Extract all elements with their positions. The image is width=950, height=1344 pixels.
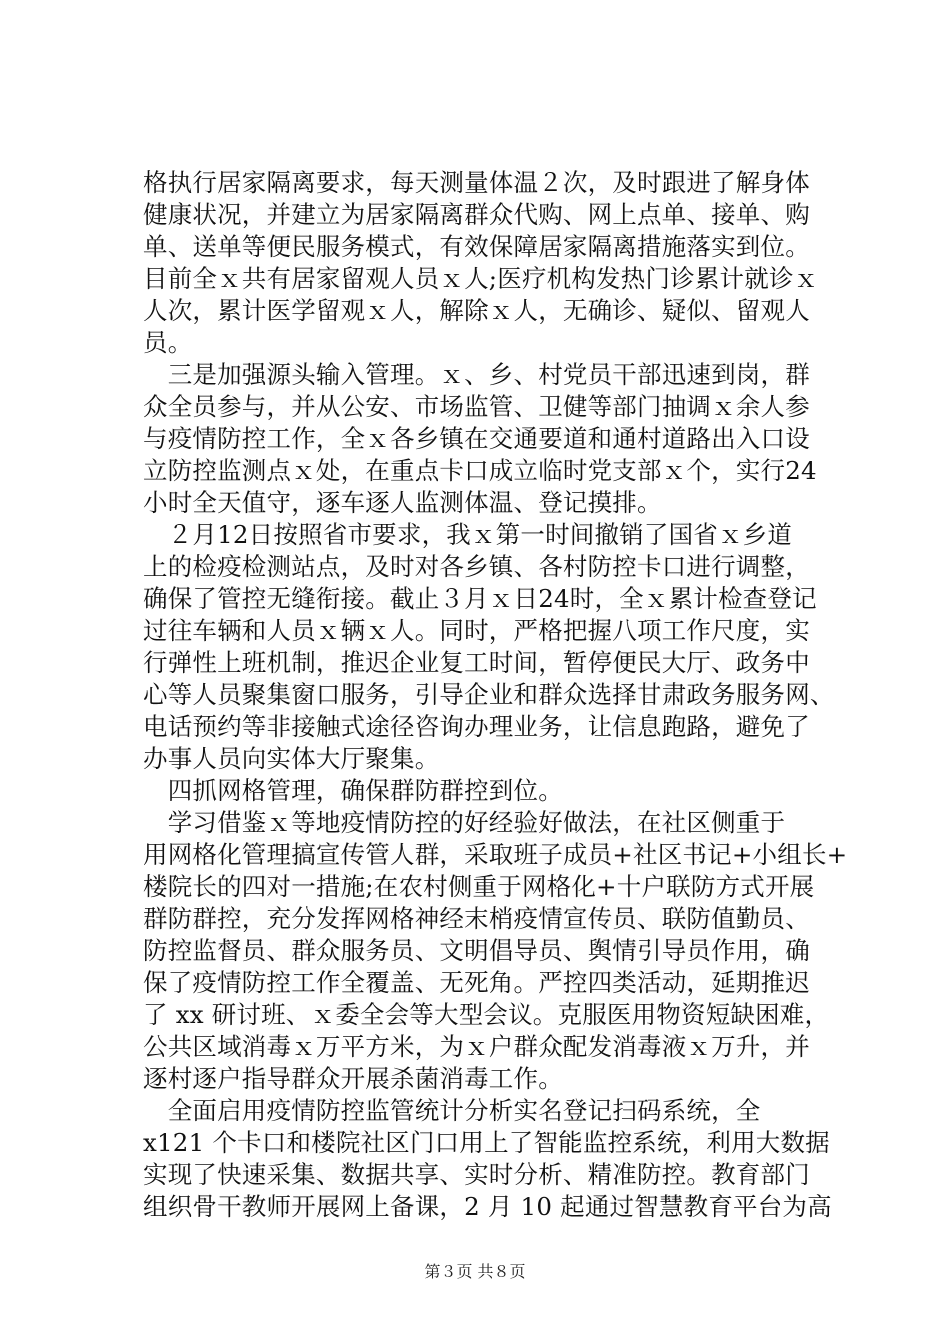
text-line: x121 个卡口和楼院社区门口用上了智能监控系统，利用大数据 [143, 1128, 830, 1157]
text-line: 防控监督员、群众服务员、文明倡导员、舆情引导员作用，确 [143, 936, 810, 965]
text-line: 行弹性上班机制，推迟企业复工时间，暂停便民大厅、政务中 [143, 648, 810, 677]
text-line: 用网格化管理搞宣传管人群，采取班子成员+社区书记+小组长+ [143, 840, 848, 869]
text-line: 实现了快速采集、数据共享、实时分析、精准防控。教育部门 [143, 1160, 810, 1189]
text-line: 心等人员聚集窗口服务，引导企业和群众选择甘肃政务服务网、 [143, 680, 835, 709]
text-line: 过往车辆和人员ｘ辆ｘ人。同时，严格把握八项工作尺度，实 [143, 616, 810, 645]
text-line: 格执行居家隔离要求，每天测量体温２次，及时跟进了解身体 [143, 168, 810, 197]
text-line: 楼院长的四对一措施;在农村侧重于网格化+十户联防方式开展 [143, 872, 815, 901]
text-line: 学习借鉴ｘ等地疫情防控的好经验好做法，在社区侧重于 [143, 808, 786, 837]
text-line: 群防群控，充分发挥网格神经末梢疫情宣传员、联防值勤员、 [143, 904, 810, 933]
text-line: 了 xx 研讨班、ｘ委全会等大型会议。克服医用物资短缺困难， [143, 1000, 830, 1029]
text-line: 组织骨干教师开展网上备课，2 月 10 起通过智慧教育平台为高 [143, 1192, 832, 1221]
text-line: 健康状况，并建立为居家隔离群众代购、网上点单、接单、购 [143, 200, 810, 229]
text-line: 公共区域消毒ｘ万平方米，为ｘ户群众配发消毒液ｘ万升，并 [143, 1032, 810, 1061]
text-line: 小时全天值守，逐车逐人监测体温、登记摸排。 [143, 488, 662, 517]
page-footer: 第３页 共８页 [424, 1262, 526, 1281]
text-line: 上的检疫检测站点，及时对各乡镇、各村防控卡口进行调整， [143, 552, 810, 581]
text-line: 确保了管控无缝衔接。截止３月ｘ日24时，全ｘ累计检查登记 [143, 584, 817, 613]
text-line: 办事人员向实体大厅聚集。 [143, 744, 440, 773]
text-line: 保了疫情防控工作全覆盖、无死角。严控四类活动，延期推迟 [143, 968, 810, 997]
text-line: 逐村逐户指导群众开展杀菌消毒工作。 [143, 1064, 563, 1093]
text-line: 全面启用疫情防控监管统计分析实名登记扫码系统，全 [143, 1096, 761, 1125]
text-line: 众全员参与，并从公安、市场监管、卫健等部门抽调ｘ余人参 [143, 392, 810, 421]
text-line: 目前全ｘ共有居家留观人员ｘ人;医疗机构发热门诊累计就诊ｘ [143, 264, 819, 293]
text-line: 立防控监测点ｘ处，在重点卡口成立临时党支部ｘ个，实行24 [143, 456, 817, 485]
text-line: 三是加强源头输入管理。ｘ、乡、村党员干部迅速到岗，群 [143, 360, 810, 389]
text-line: 单、送单等便民服务模式，有效保障居家隔离措施落实到位。 [143, 232, 810, 261]
text-line: 人次，累计医学留观ｘ人，解除ｘ人，无确诊、疑似、留观人 [143, 296, 810, 325]
text-line: 与疫情防控工作，全ｘ各乡镇在交通要道和通村道路出入口设 [143, 424, 810, 453]
text-line: 四抓网格管理，确保群防群控到位。 [143, 776, 563, 805]
text-line: ２月12日按照省市要求，我ｘ第一时间撤销了国省ｘ乡道 [143, 520, 793, 549]
text-line: 员。 [143, 328, 193, 357]
text-line: 电话预约等非接触式途径咨询办理业务，让信息跑路，避免了 [143, 712, 810, 741]
